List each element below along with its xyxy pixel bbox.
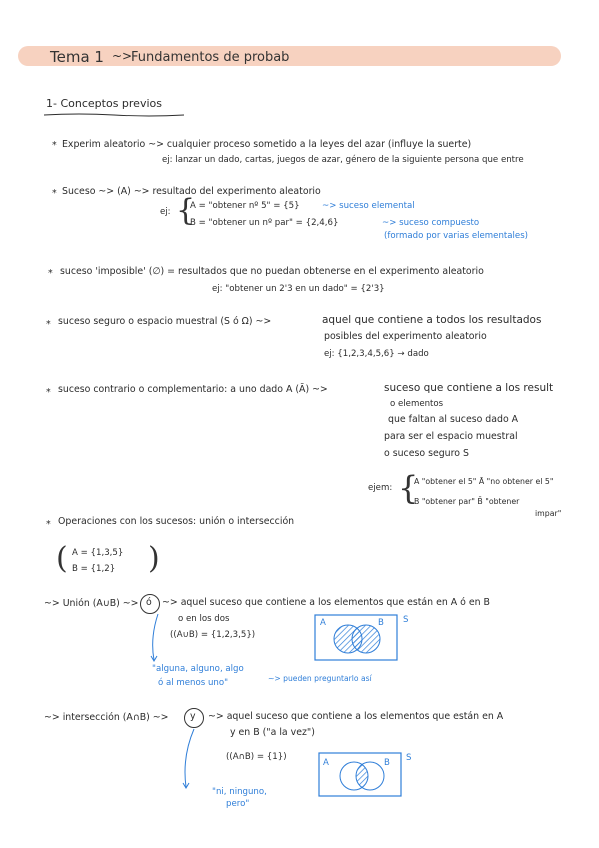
interseccion-venn-a: A	[323, 758, 329, 768]
contrario-definicion: suceso contrario o complementario: a uno dado A (Ā) ~>	[58, 384, 328, 395]
heading-underline	[44, 112, 184, 118]
page-subtitle: Fundamentos de probab	[131, 50, 290, 65]
contrario-descripcion-5: o suceso seguro S	[384, 448, 469, 459]
union-venn-a: A	[320, 618, 326, 628]
suceso-brace: {	[176, 193, 196, 228]
contrario-descripcion-3: que faltan al suceso dado A	[388, 414, 519, 425]
suceso-compuesto-detail: (formado por varias elementales)	[384, 231, 529, 241]
union-venn-s: S	[403, 615, 409, 625]
suceso-elemental-note: ~> suceso elemental	[322, 201, 415, 211]
contrario-ejemplo-2: B "obtener par" B̄ "obtener	[414, 497, 520, 506]
interseccion-pointer-arrow	[176, 727, 200, 791]
union-nota-1: "alguna, alguno, algo	[152, 664, 244, 674]
interseccion-descripcion-2: y en B ("a la vez")	[230, 727, 315, 738]
contrario-ejemplo-2b: impar"	[535, 509, 562, 518]
suceso-definicion: Suceso ~> (A) ~> resultado del experimento aleatorio	[62, 186, 321, 197]
interseccion-nota-1: "ni, ninguno,	[212, 787, 267, 797]
imposible-ejemplo: ej: "obtener un 2'3 en un dado" = {2'3}	[212, 284, 385, 294]
interseccion-circle-text: y	[190, 711, 196, 722]
interseccion-label: ~> intersección (A∩B) ~>	[44, 712, 169, 723]
experimento-ejemplo: ej: lanzar un dado, cartas, juegos de azar, género de la siguiente persona que entre	[162, 155, 524, 165]
bullet-experimento: *	[52, 140, 57, 151]
union-descripcion: ~> aquel suceso que contiene a los elementos que están en A ó en B	[162, 597, 490, 608]
union-nota-2: ó al menos uno"	[158, 678, 229, 688]
suceso-ejemplo-b: B = "obtener un nº par" = {2,4,6}	[190, 218, 339, 228]
union-resultado: ((A∪B) = {1,2,3,5})	[170, 630, 256, 640]
contrario-descripcion-1: suceso que contiene a los result	[384, 382, 554, 394]
union-venn-b: B	[378, 618, 384, 628]
union-label: ~> Unión (A∪B) ~>	[44, 598, 139, 609]
suceso-compuesto-note: ~> suceso compuesto	[382, 218, 480, 228]
title-arrow: ~>	[112, 49, 133, 63]
union-pointer-arrow	[146, 612, 166, 664]
operaciones-titulo: Operaciones con los sucesos: unión o intersección	[58, 516, 295, 527]
union-venn-diagram	[314, 614, 398, 662]
interseccion-descripcion: ~> aquel suceso que contiene a los elementos que están en A	[208, 711, 504, 722]
contrario-ej-label: ejem:	[368, 483, 393, 493]
set-a: A = {1,3,5}	[72, 548, 124, 558]
union-circle-text: ó	[146, 597, 152, 608]
suceso-ej-label: ej:	[160, 207, 171, 217]
interseccion-venn-b: B	[384, 758, 390, 768]
union-nota-3: ~> pueden preguntarlo así	[268, 674, 372, 683]
experimento-definicion: Experim aleatorio ~> cualquier proceso sometido a la leyes del azar (influye la suerte)	[62, 139, 472, 150]
page-title: Tema 1	[50, 48, 104, 66]
suceso-ejemplo-a: A = "obtener nº 5" = {5}	[190, 201, 300, 211]
seguro-descripcion-1: aquel que contiene a todos los resultados	[322, 314, 542, 326]
seguro-descripcion-2: posibles del experimento aleatorio	[324, 331, 487, 342]
interseccion-nota-2: pero"	[226, 799, 250, 809]
set-b: B = {1,2}	[72, 564, 116, 574]
contrario-descripcion-4: para ser el espacio muestral	[384, 431, 518, 442]
seguro-definicion: suceso seguro o espacio muestral (S ó Ω) ~>	[58, 316, 272, 327]
imposible-definicion: suceso 'imposible' (∅) = resultados que no puedan obtenerse en el experimento aleatorio	[60, 266, 484, 277]
interseccion-venn-s: S	[406, 753, 412, 763]
section-heading: 1- Conceptos previos	[46, 97, 162, 110]
union-descripcion-2: o en los dos	[178, 614, 230, 624]
interseccion-resultado: ((A∩B) = {1})	[226, 752, 287, 762]
seguro-ejemplo: ej: {1,2,3,4,5,6} → dado	[324, 349, 429, 359]
contrario-ejemplo-1: A "obtener el 5" Ā "no obtener el 5"	[414, 477, 554, 486]
contrario-descripcion-2: o elementos	[390, 399, 444, 409]
contrario-brace: {	[398, 469, 419, 507]
